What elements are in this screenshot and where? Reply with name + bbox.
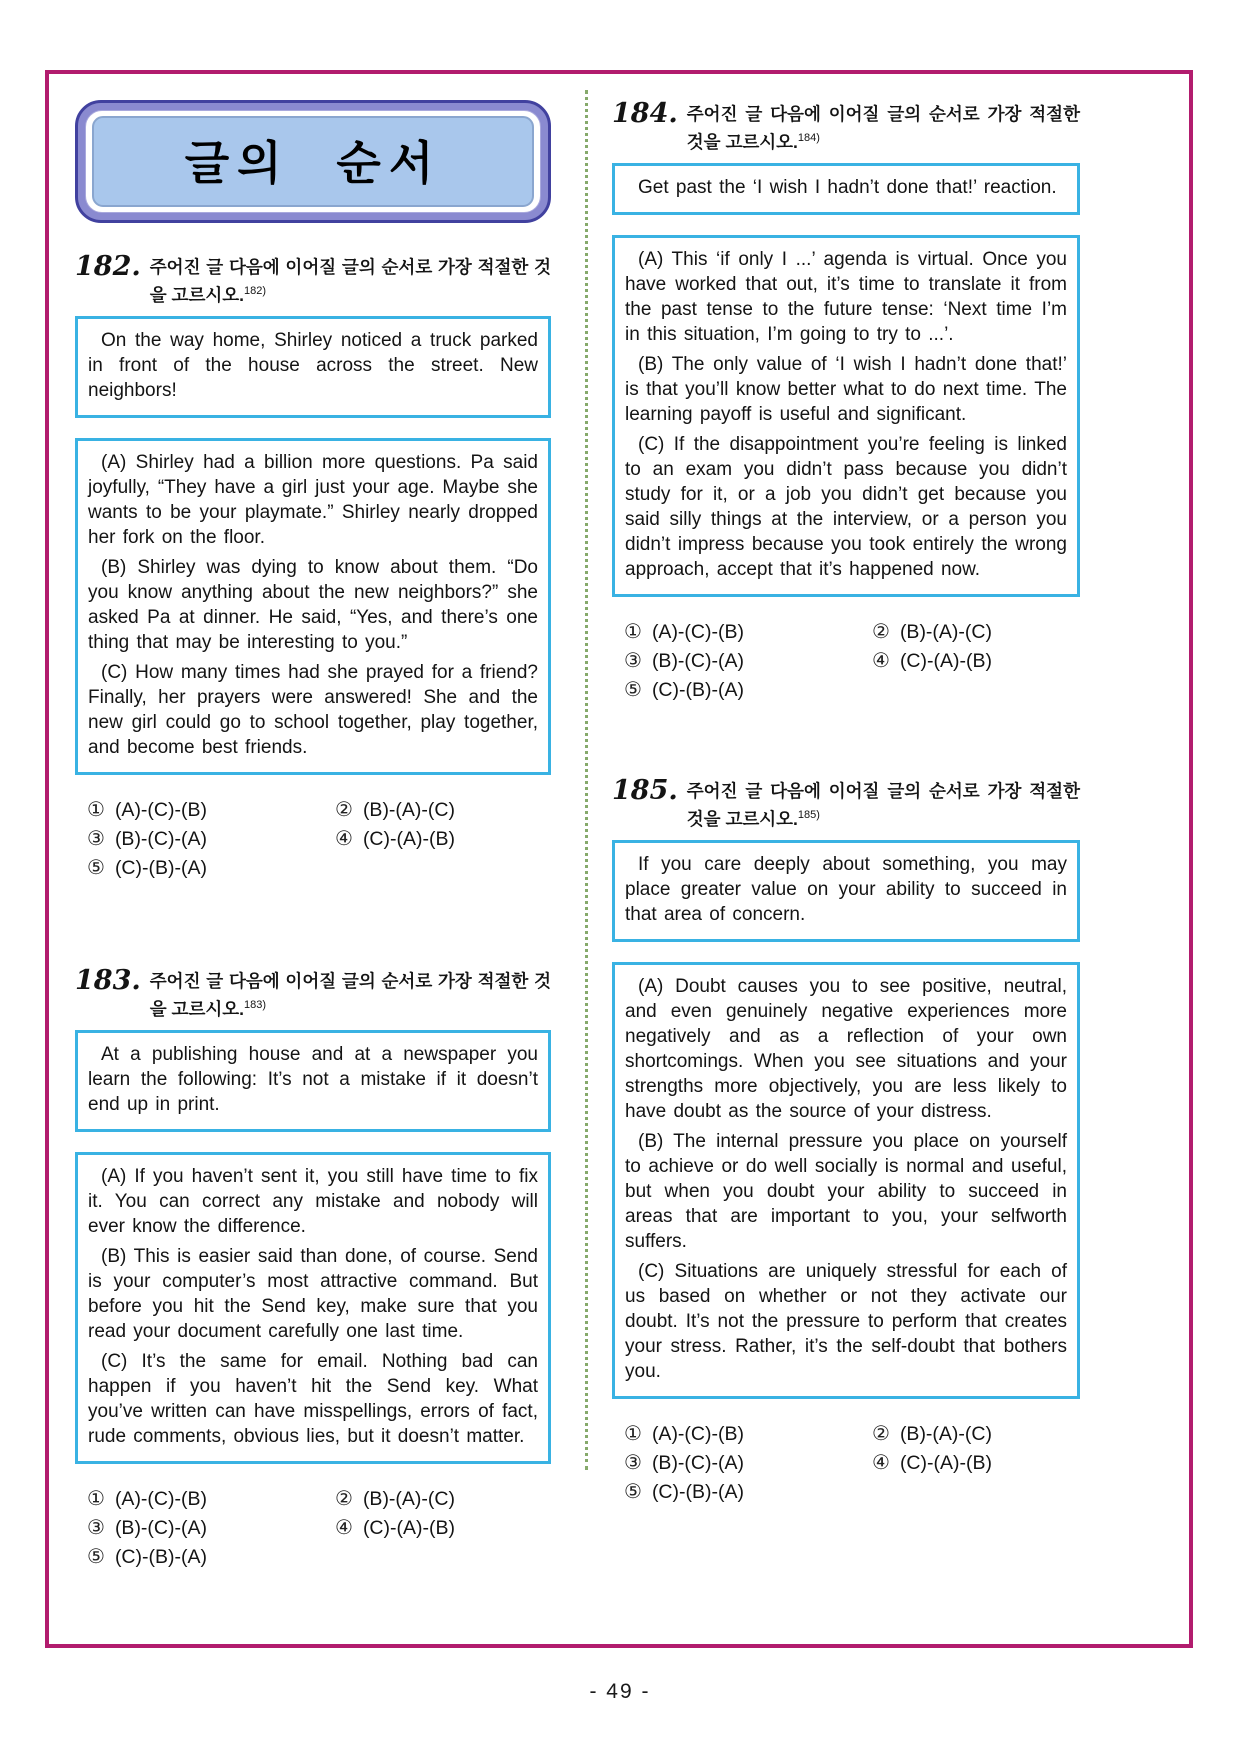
given-passage-box (612, 840, 1080, 942)
choice-marker: ① (87, 1487, 105, 1510)
paragraph-a: (A) Shirley had a billion more questions. Pa said joyfully, “They have a girl just your age. Maybe she wants to be your playmate.” Shirley nearly dropped her fork on the floor. (88, 451, 538, 548)
choice-marker: ④ (335, 827, 353, 850)
choice-5 (87, 855, 335, 881)
choice-2 (335, 1486, 551, 1512)
question-number: 185. (612, 774, 678, 806)
choice-marker: ④ (335, 1516, 353, 1539)
question-header (75, 964, 551, 1021)
given-passage-text: On the way home, Shirley noticed a truck parked in front of the house across the street. New neighbors! (88, 329, 538, 401)
choice-marker: ① (624, 620, 642, 643)
question-183 (75, 964, 551, 1570)
paragraph-a: (A) This ‘if only I ...’ agenda is virtual. Once you have worked that out, it’s time to translate it from the past tense to the future tense: ‘Next time I’m in this situation, I’m going to try to ...’. (625, 248, 1067, 345)
answer-choices (612, 619, 1080, 703)
choice-marker: ③ (87, 827, 105, 850)
choice-text: (B)-(C)-(A) (651, 649, 744, 672)
choice-marker: ③ (624, 649, 642, 672)
question-header (612, 774, 1080, 831)
choice-marker: ① (624, 1422, 642, 1445)
question-prompt (687, 777, 1080, 831)
choice-5 (624, 677, 872, 703)
choice-marker: ① (87, 798, 105, 821)
page-number: - 49 - (589, 1680, 651, 1703)
prompt-text: 주어진 글 다음에 이어질 글의 순서로 가장 적절한 것을 고르시오. (149, 970, 551, 1019)
paragraph-c: (C) It’s the same for email. Nothing bad can happen if you haven’t hit the Send key. What you’ve written can have misspellings, errors of fact, rude comments, obvious lies, but it doesn’t matter. (88, 1350, 538, 1447)
prompt-text: 주어진 글 다음에 이어질 글의 순서로 가장 적절한 것을 고르시오. (686, 780, 1080, 829)
choice-marker: ⑤ (624, 1480, 642, 1503)
choice-2 (872, 1421, 1080, 1447)
question-prompt (150, 967, 551, 1021)
question-header (612, 100, 1080, 154)
choice-text: (C)-(A)-(B) (899, 649, 992, 672)
choice-4 (872, 1450, 1080, 1476)
choice-text: (A)-(C)-(B) (114, 1487, 207, 1510)
choice-3 (624, 648, 872, 674)
choice-1 (87, 1486, 335, 1512)
title-banner-ring (85, 110, 541, 213)
paragraph-c: (C) Situations are uniquely stressful for each of us based on whether or not they activate our doubt. It’s not the pressure to perform that creates your stress. Rather, it’s the self-doubt that bothers you. (625, 1260, 1067, 1382)
choice-text: (B)-(A)-(C) (362, 1487, 455, 1510)
choice-text: (B)-(A)-(C) (899, 620, 992, 643)
choice-marker: ④ (872, 1451, 890, 1474)
choice-text: (C)-(A)-(B) (899, 1451, 992, 1474)
given-passage-box (75, 316, 551, 418)
question-header (75, 253, 551, 307)
question-prompt (687, 100, 1080, 154)
answer-choices (75, 797, 551, 881)
choice-4 (335, 1515, 551, 1541)
question-number: 184. (612, 98, 678, 129)
column-left (75, 74, 551, 1644)
paragraph-c: (C) If the disappointment you’re feeling is linked to an exam you didn’t pass because you didn’t study for it, or a job you didn’t get because you said silly things at the interview, or a person you didn’t impress because you took entirely the wrong approach, accept that it’s happened now. (625, 433, 1067, 580)
paragraph-b: (B) Shirley was dying to know about them. “Do you know anything about the new neighbors?” she asked Pa at dinner. He said, “Yes, and there’s one thing that may be interesting to you.” (88, 556, 538, 653)
choice-marker: ⑤ (87, 856, 105, 879)
column-right (612, 74, 1080, 1644)
footnote-ref: 185) (797, 808, 820, 821)
given-passage-box (612, 163, 1080, 215)
ordered-paragraphs-box (75, 438, 551, 775)
choice-marker: ② (872, 1422, 890, 1445)
ordered-paragraphs-box (612, 235, 1080, 597)
choice-1 (624, 1421, 872, 1447)
choice-3 (87, 1515, 335, 1541)
choice-text: (C)-(B)-(A) (651, 1480, 744, 1503)
given-passage-text: Get past the ‘I wish I hadn’t done that!’ reaction. (638, 176, 1057, 198)
question-number: 183. (75, 964, 141, 996)
choice-text: (A)-(C)-(B) (651, 620, 744, 643)
question-185 (612, 774, 1080, 1505)
question-number: 182. (75, 251, 141, 282)
choice-marker: ② (335, 798, 353, 821)
paragraph-a: (A) If you haven’t sent it, you still have time to fix it. You can correct any mistake and nobody will ever know the difference. (88, 1165, 538, 1237)
paragraph-b: (B) This is easier said than done, of course. Send is your computer’s most attractive command. But before you hit the Send key, make sure that you read your document carefully one last time. (88, 1245, 538, 1342)
question-184 (612, 100, 1080, 703)
paragraph-b: (B) The only value of ‘I wish I hadn’t done that!’ is that you’ll know better what to do next time. The learning payoff is useful and significant. (625, 353, 1067, 425)
ordered-paragraphs-box (75, 1152, 551, 1464)
choice-4 (872, 648, 1080, 674)
choice-marker: ③ (624, 1451, 642, 1474)
footnote-ref: 184) (797, 132, 820, 144)
footnote-ref: 183) (244, 998, 267, 1011)
choice-1 (624, 619, 872, 645)
choice-4 (335, 826, 551, 852)
question-prompt (150, 253, 551, 307)
choice-text: (B)-(A)-(C) (362, 798, 455, 821)
two-column-layout (49, 74, 1189, 1644)
paragraph-b: (B) The internal pressure you place on yourself to achieve or do well socially is normal and useful, but when you doubt your ability to succeed in areas that are important to you, your selfworth suffers. (625, 1130, 1067, 1252)
choice-5 (87, 1544, 335, 1570)
given-passage-box (75, 1030, 551, 1132)
title-banner (75, 100, 551, 223)
answer-choices (75, 1486, 551, 1570)
choice-marker: ③ (87, 1516, 105, 1539)
choice-text: (C)-(A)-(B) (362, 1516, 455, 1539)
choice-text: (C)-(B)-(A) (651, 678, 744, 701)
given-passage-text: At a publishing house and at a newspaper you learn the following: It’s not a mistake if it doesn’t end up in print. (88, 1043, 538, 1115)
choice-5 (624, 1479, 872, 1505)
choice-text: (B)-(C)-(A) (651, 1451, 744, 1474)
answer-choices (612, 1421, 1080, 1505)
ordered-paragraphs-box (612, 962, 1080, 1399)
choice-1 (87, 797, 335, 823)
choice-3 (87, 826, 335, 852)
choice-3 (624, 1450, 872, 1476)
page-border-frame (45, 70, 1193, 1648)
choice-marker: ② (335, 1487, 353, 1510)
choice-text: (B)-(C)-(A) (114, 827, 207, 850)
choice-2 (872, 619, 1080, 645)
choice-marker: ⑤ (87, 1545, 105, 1568)
column-divider (585, 90, 588, 1470)
choice-text: (C)-(B)-(A) (114, 1545, 207, 1568)
choice-marker: ④ (872, 649, 890, 672)
choice-marker: ⑤ (624, 678, 642, 701)
footnote-ref: 182) (244, 285, 267, 297)
prompt-text: 주어진 글 다음에 이어질 글의 순서로 가장 적절한 것을 고르시오. (686, 104, 1080, 152)
page-title: 글의 순서 (92, 116, 534, 207)
paragraph-a: (A) Doubt causes you to see positive, neutral, and even genuinely negative experiences more negatively and as a reflection of your own shortcomings. When you see situations and your strengths more objectively, you are less likely to have doubt as the source of your distress. (625, 975, 1067, 1122)
choice-marker: ② (872, 620, 890, 643)
choice-text: (C)-(B)-(A) (114, 856, 207, 879)
question-182 (75, 253, 551, 881)
given-passage-text: If you care deeply about something, you may place greater value on your ability to succeed in that area of concern. (625, 853, 1067, 925)
choice-text: (B)-(C)-(A) (114, 1516, 207, 1539)
choice-text: (B)-(A)-(C) (899, 1422, 992, 1445)
choice-2 (335, 797, 551, 823)
choice-text: (C)-(A)-(B) (362, 827, 455, 850)
choice-text: (A)-(C)-(B) (651, 1422, 744, 1445)
choice-text: (A)-(C)-(B) (114, 798, 207, 821)
paragraph-c: (C) How many times had she prayed for a friend? Finally, her prayers were answered! She and the new girl could go to school together, play together, and become best friends. (88, 661, 538, 758)
prompt-text: 주어진 글 다음에 이어질 글의 순서로 가장 적절한 것을 고르시오. (149, 257, 551, 305)
